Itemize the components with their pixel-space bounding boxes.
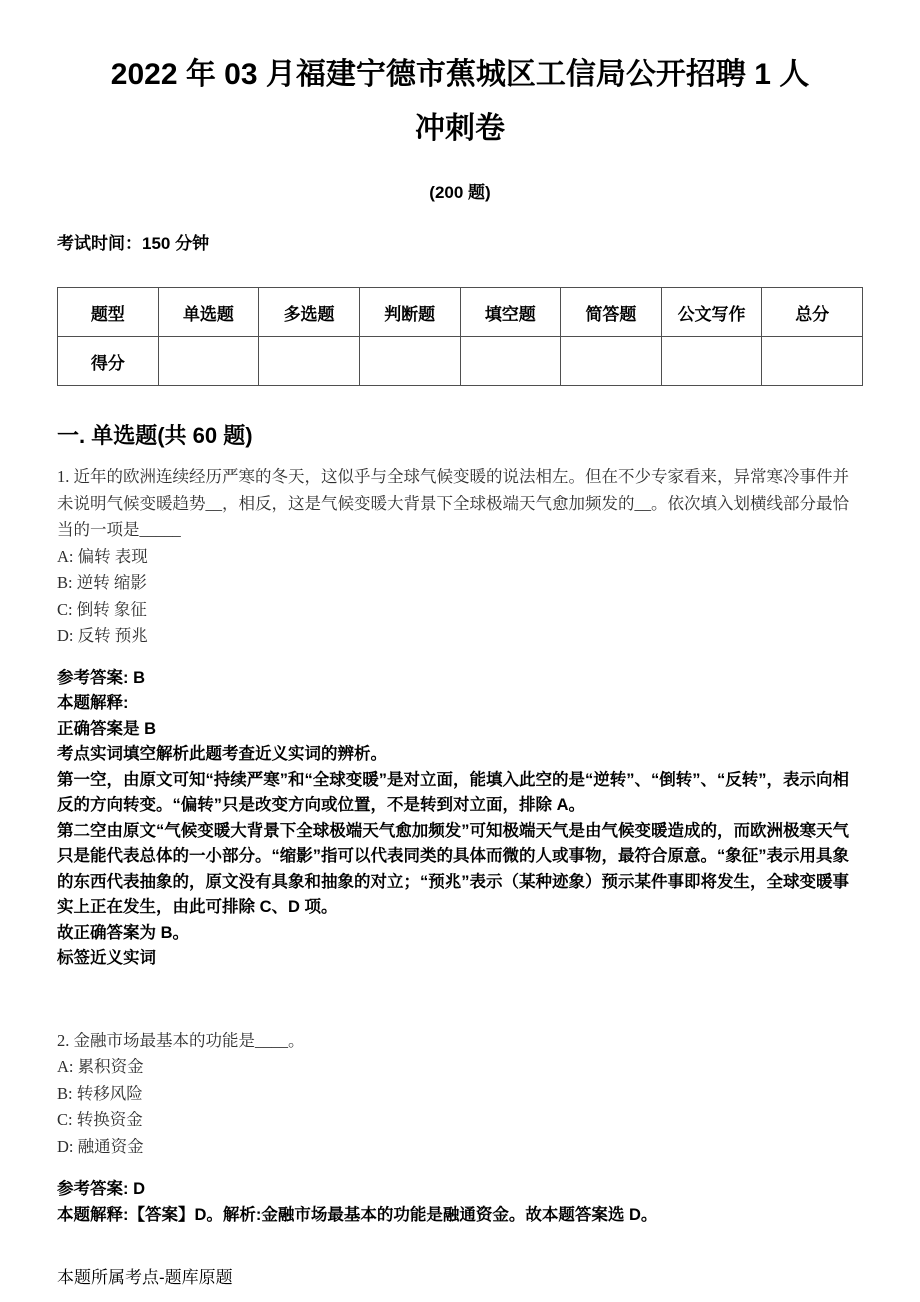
question-1-explanation-line: 正确答案是 B <box>57 719 156 738</box>
score-cell-empty <box>661 337 762 386</box>
score-row-label: 得分 <box>58 337 159 386</box>
score-table-header-official-writing: 公文写作 <box>661 288 762 337</box>
question-2-option-c: C: 转换资金 <box>57 1110 143 1129</box>
question-2-explanation-line: 本题解释:【答案】D。解析:金融市场最基本的功能是融通资金。故本题答案选 D。 <box>57 1205 658 1224</box>
question-2-source-note: 本题所属考点-题库原题 <box>57 1268 233 1287</box>
score-cell-empty <box>762 337 863 386</box>
score-table-score-row <box>58 337 863 386</box>
question-1-options <box>57 544 863 650</box>
page-title-line-2: 冲刺卷 <box>415 112 505 145</box>
section-heading-single-choice: 一. 单选题(共 60 题) <box>57 423 253 448</box>
score-cell-empty <box>359 337 460 386</box>
score-table <box>57 287 863 386</box>
question-1-option-c: C: 倒转 象征 <box>57 599 147 619</box>
score-table-header-multi-choice: 多选题 <box>259 288 360 337</box>
exam-time-label: 考试时间：150 分钟 <box>57 234 210 253</box>
question-1-option-d: D: 反转 预兆 <box>57 626 148 645</box>
score-table-header-single-choice: 单选题 <box>158 288 259 337</box>
question-1-explanation-label: 本题解释: <box>57 694 129 712</box>
question-1-answer-block <box>57 666 863 972</box>
question-count: (200 题) <box>429 183 491 202</box>
score-table-header-judgement: 判断题 <box>359 288 460 337</box>
score-table-header-fill-blank: 填空题 <box>460 288 561 337</box>
question-2-options <box>57 1054 863 1160</box>
question-1-stem: 1. 近年的欧洲连续经历严寒的冬天，这似乎与全球气候变暖的说法相左。但在不少专家看来，异常寒冷事件并未说明气候变暖趋势__，相反，这是气候变暖大背景下全球极端天气愈加频发的__。依次填入划横线部分最恰当的一项是_____ <box>57 467 849 539</box>
score-cell-empty <box>561 337 662 386</box>
question-1-explanation-line: 故正确答案为 B。 <box>57 923 189 942</box>
question-2-reference-answer: 参考答案: D <box>57 1180 145 1198</box>
question-1 <box>57 464 863 972</box>
question-1-explanation-tag: 标签近义实词 <box>57 949 156 967</box>
question-2 <box>57 1028 863 1289</box>
page-title-line-1: 2022 年 03 月福建宁德市蕉城区工信局公开招聘 1 人 <box>110 58 810 91</box>
question-1-option-a: A: 偏转 表现 <box>57 546 148 566</box>
question-2-option-a: A: 累积资金 <box>57 1057 144 1076</box>
question-2-answer-block <box>57 1177 863 1228</box>
question-1-explanation-line: 第一空，由原文可知“持续严寒”和“全球变暖”是对立面，能填入此空的是“逆转”、“倒转”、“反转”，表示向相反的方向转变。“偏转”只是改变方向或位置，不是转到对立面，排除 A。 <box>57 770 849 814</box>
question-1-explanation-line: 考点实词填空解析此题考查近义实词的辨析。 <box>57 745 387 763</box>
score-table-header-total: 总分 <box>762 288 863 337</box>
score-cell-empty <box>158 337 259 386</box>
question-1-option-b: B: 逆转 缩影 <box>57 573 147 592</box>
question-2-stem: 2. 金融市场最基本的功能是____。 <box>57 1030 305 1050</box>
score-cell-empty <box>460 337 561 386</box>
question-1-reference-answer: 参考答案: B <box>57 668 145 687</box>
page-title <box>57 48 863 156</box>
score-table-header-row <box>58 288 863 337</box>
score-table-header-question-type: 题型 <box>58 288 159 337</box>
question-2-option-d: D: 融通资金 <box>57 1136 144 1156</box>
score-cell-empty <box>259 337 360 386</box>
question-2-option-b: B: 转移风险 <box>57 1083 143 1103</box>
score-table-header-short-answer: 简答题 <box>561 288 662 337</box>
question-1-explanation-line: 第二空由原文“气候变暖大背景下全球极端天气愈加频发”可知极端天气是由气候变暖造成的，而欧洲极寒天气只是能代表总体的一小部分。“缩影”指可以代表同类的具体而微的人或事物，最符合原意。“象征”表示用具象的东西代表抽象的，原文没有具象和抽象的对立；“预兆”表示（某种迹象）预示某件事即将发生，全球变暖事实上正在发生，由此可排除 C、D 项。 <box>57 821 849 916</box>
